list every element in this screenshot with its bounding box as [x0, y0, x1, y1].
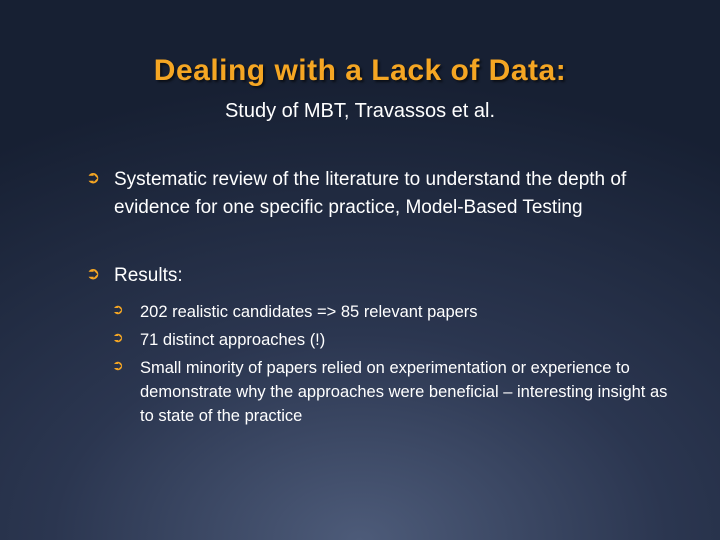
sub-bullet-item: [112, 300, 672, 324]
sub-bullet-item: [112, 328, 672, 352]
arrow-bullet-icon: ➲: [86, 168, 101, 188]
sub-bullet-item: [112, 356, 672, 428]
arrow-bullet-icon: ➲: [112, 302, 124, 318]
arrow-bullet-icon: ➲: [112, 330, 124, 346]
bullet-item: [86, 262, 646, 290]
bullet-text: Results:: [114, 265, 183, 286]
sub-bullet-text: 202 realistic candidates => 85 relevant papers: [140, 303, 478, 321]
bullet-text: Systematic review of the literature to understand the depth of evidence for one specific practice, Model-Based Testing: [114, 169, 627, 218]
arrow-bullet-icon: ➲: [112, 358, 124, 374]
sub-bullet-text: Small minority of papers relied on experimentation or experience to demonstrate why the approaches were beneficial – interesting insight as to state of the practice: [140, 359, 668, 425]
bullet-item: [86, 166, 646, 222]
slide-subtitle: Study of MBT, Travassos et al.: [224, 100, 496, 122]
slide-title: Dealing with a Lack of Data:: [153, 54, 567, 87]
arrow-bullet-icon: ➲: [86, 264, 101, 284]
sub-bullet-text: 71 distinct approaches (!): [140, 331, 326, 349]
